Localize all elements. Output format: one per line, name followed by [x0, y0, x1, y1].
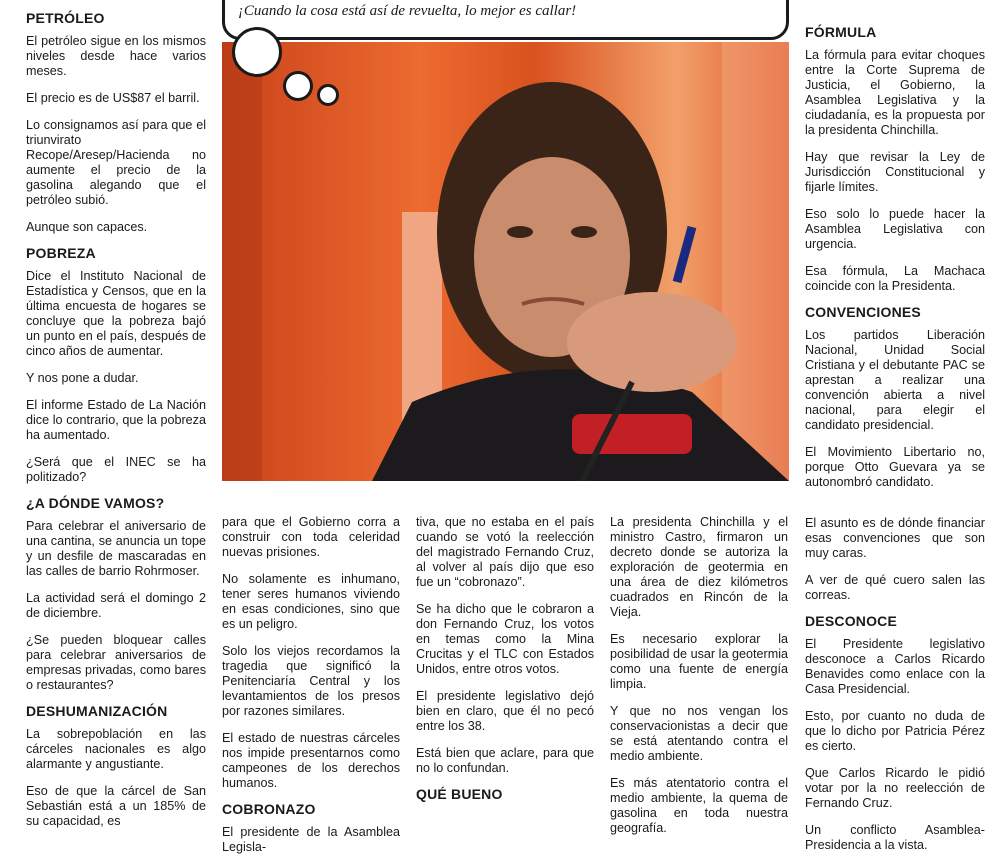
paragraph: Está bien que aclare, para que no lo confundan. — [416, 746, 594, 775]
paragraph: Esa fórmula, La Machaca coincide con la Presidenta. — [805, 264, 985, 293]
president-photo — [222, 42, 789, 481]
section-heading: PETRÓLEO — [26, 10, 105, 26]
column-4 — [610, 515, 788, 848]
paragraph: tiva, que no estaba en el país cuando se votó la reelección del magistrado Fernando Cruz, al volver al país dijo que eso fue un “cobronazo”. — [416, 515, 594, 589]
paragraph: Eso de que la cárcel de San Sebastián está a un 185% de su capacidad, es — [26, 784, 206, 828]
paragraph: A ver de qué cuero salen las correas. — [805, 573, 985, 602]
paragraph: El petróleo sigue en los mismos niveles desde hace varios meses. — [26, 34, 206, 78]
paragraph: No solamente es inhumano, tener seres humanos viviendo en esas condiciones, sino que es un peligro. — [222, 572, 400, 631]
paragraph: El Presidente legislativo desconoce a Carlos Ricardo Benavides como enlace con la Casa Presidencial. — [805, 637, 985, 696]
paragraph: Que Carlos Ricardo le pidió votar por la no reelección de Fernando Cruz. — [805, 766, 985, 810]
paragraph: Eso solo lo puede hacer la Asamblea Legislativa con urgencia. — [805, 207, 985, 251]
paragraph: ¿Se pueden bloquear calles para celebrar aniversarios de empresas privadas, como bares o restaurantes? — [26, 633, 206, 692]
paragraph: El precio es de US$87 el barril. — [26, 91, 200, 105]
paragraph: Dice el Instituto Nacional de Estadística y Censos, que en la última encuesta de hogares se concluye que la pobreza bajó un punto en el país, después de cinco años de aumentar. — [26, 269, 206, 358]
paragraph: La actividad será el domingo 2 de diciembre. — [26, 591, 206, 620]
paragraph: La presidenta Chinchilla y el ministro Castro, firmaron un decreto donde se autoriza la exploración de geotermia en una área de diez kilómetros cuadrados en Rincón de la Vieja. — [610, 515, 788, 619]
section-heading: FÓRMULA — [805, 24, 877, 40]
paragraph: Lo consignamos así para que el triunvirato Recope/Aresep/Hacienda no aumente el precio de la gasolina alegando que el petróleo subió. — [26, 118, 206, 207]
section-heading: DESHUMANIZACIÓN — [26, 703, 168, 719]
paragraph: El presidente de la Asamblea Legisla- — [222, 825, 400, 854]
paragraph: Hay que revisar la Ley de Jurisdicción Constitucional y fijarle límites. — [805, 150, 985, 194]
section-heading: ¿A DÓNDE VAMOS? — [26, 495, 165, 511]
paragraph: La fórmula para evitar choques entre la Corte Suprema de Justicia, el Gobierno, la Asamblea Legislativa y la ciudadanía, es la propuesta por la presidenta Chinchilla. — [805, 48, 985, 137]
section-heading: COBRONAZO — [222, 801, 316, 817]
section-heading: POBREZA — [26, 245, 96, 261]
paragraph: El Movimiento Libertario no, porque Otto Guevara ya se autonombró candidato. — [805, 445, 985, 489]
column-1 — [26, 10, 206, 841]
bubble-circle-small — [317, 84, 339, 106]
paragraph: Es necesario explorar la posibilidad de usar la geotermia como una fuente de energía limpia. — [610, 632, 788, 691]
paragraph: El presidente legislativo dejó bien en claro, que él no pecó entre los 38. — [416, 689, 594, 733]
column-5 — [805, 24, 985, 865]
paragraph: para que el Gobierno corra a construir con toda celeridad nuevas prisiones. — [222, 515, 400, 559]
paragraph: Para celebrar el aniversario de una cantina, se anuncia un tope y un desfile de mascaradas en las calles de barrio Rohrmoser. — [26, 519, 206, 578]
paragraph: El informe Estado de La Nación dice lo contrario, que la pobreza ha aumentado. — [26, 398, 206, 442]
column-2 — [222, 515, 400, 867]
column-3 — [416, 515, 594, 810]
paragraph: ¿Será que el INEC se ha politizado? — [26, 455, 206, 484]
paragraph: Y nos pone a dudar. — [26, 371, 139, 385]
paragraph: Y que no nos vengan los conservacionistas a decir que se está atentando contra el medio ambiente. — [610, 704, 788, 763]
section-heading: QUÉ BUENO — [416, 786, 503, 802]
paragraph: El estado de nuestras cárceles nos impide presentarnos como campeones de los derechos humanos. — [222, 731, 400, 790]
bubble-circle-medium — [283, 71, 313, 101]
paragraph: Los partidos Liberación Nacional, Unidad Social Cristiana y el debutante PAC se aprestan a realizar una convención abierta a nivel nacional, para elegir el candidato presidencial. — [805, 328, 985, 432]
bubble-circle-large — [232, 27, 282, 77]
paragraph: Aunque son capaces. — [26, 220, 148, 234]
section-heading: CONVENCIONES — [805, 304, 921, 320]
paragraph: Un conflicto Asamblea-Presidencia a la vista. — [805, 823, 985, 852]
paragraph: Esto, por cuanto no duda de que lo dicho por Patricia Pérez es cierto. — [805, 709, 985, 753]
paragraph: Solo los viejos recordamos la tragedia que significó la Penitenciaría Central y los levantamientos de los presos por razones similares. — [222, 644, 400, 718]
paragraph: Es más atentatorio contra el medio ambiente, la quema de gasolina en toda nuestra geografía. — [610, 776, 788, 835]
paragraph: La sobrepoblación en las cárceles nacionales es algo alarmante y angustiante. — [26, 727, 206, 771]
speech-bubble-quote: ¡Cuando la cosa está así de revuelta, lo mejor es callar! — [238, 3, 577, 19]
paragraph: Se ha dicho que le cobraron a don Fernando Cruz, los votos en temas como la Mina Crucitas y el TLC con Estados Unidos, entre otros votos. — [416, 602, 594, 676]
photo-illustration — [222, 42, 789, 481]
paragraph: El asunto es de dónde financiar esas convenciones que son muy caras. — [805, 516, 985, 560]
section-heading: DESCONOCE — [805, 613, 898, 629]
